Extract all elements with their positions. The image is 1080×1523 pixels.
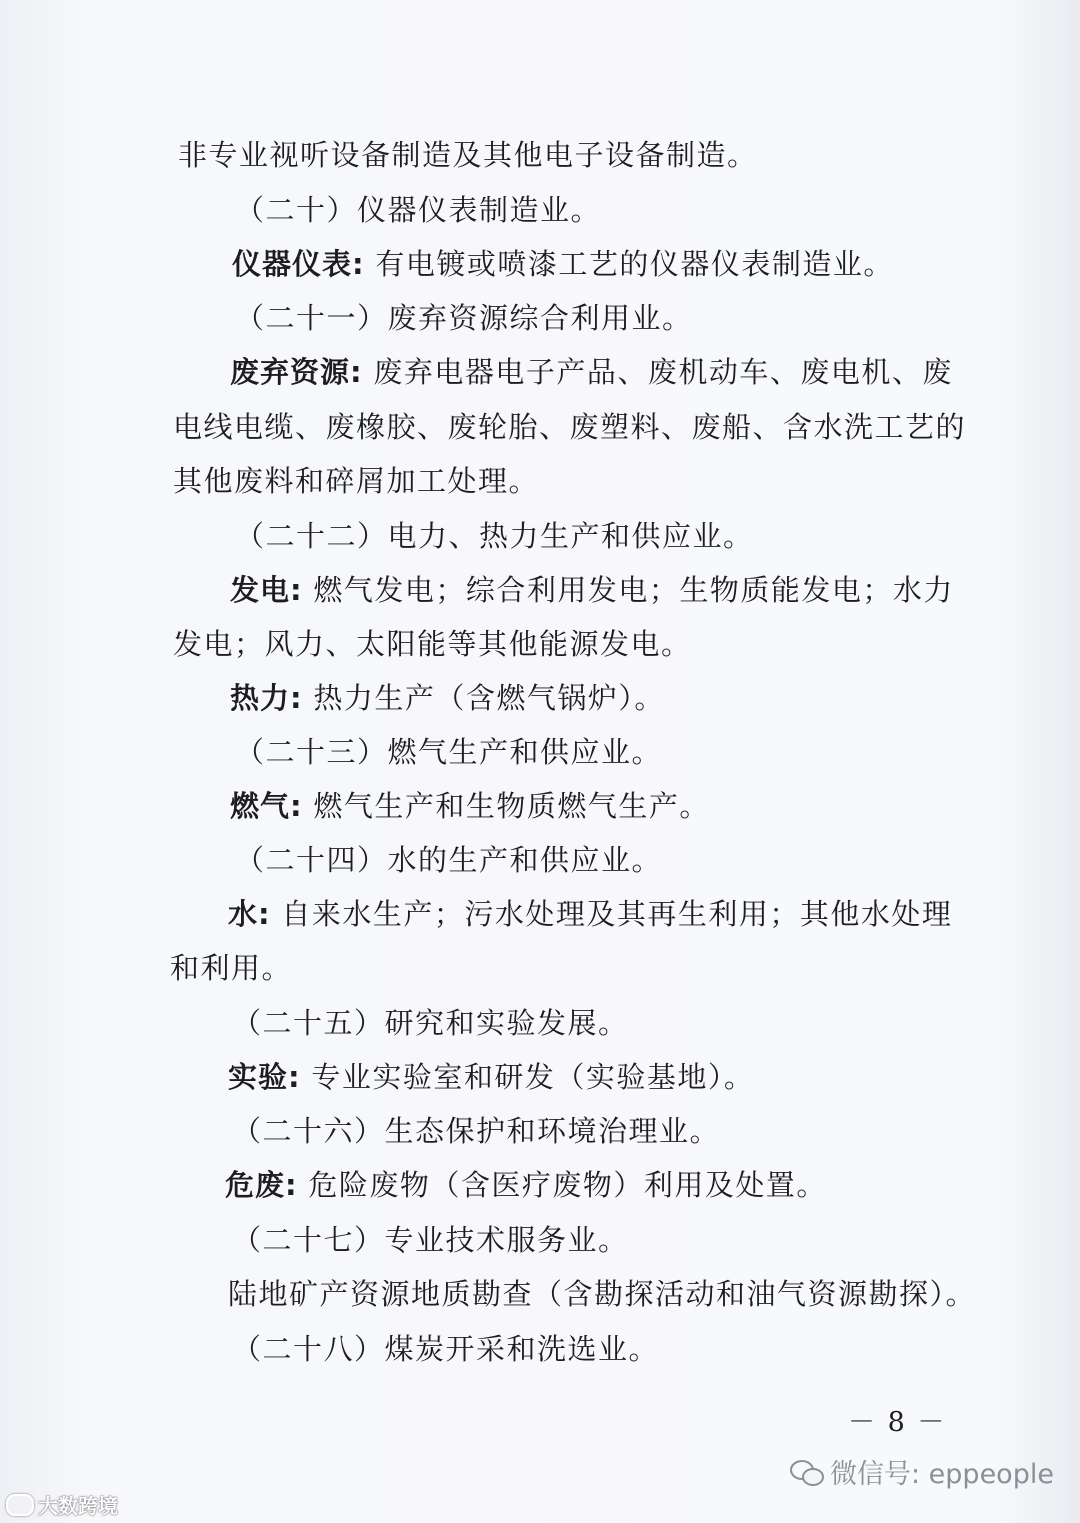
line-text: （二十二）电力、热力生产和供应业。 xyxy=(235,519,754,553)
logo-text: 大数跨境 xyxy=(38,1494,118,1518)
document-line xyxy=(178,135,758,175)
document-line xyxy=(232,1003,629,1043)
category-keyword: 发电: xyxy=(230,573,303,607)
category-keyword: 实验: xyxy=(228,1060,301,1094)
line-text: 自来水生产；污水处理及其再生利用；其他水处理 xyxy=(281,897,953,931)
document-line xyxy=(232,1111,720,1151)
line-text: 热力生产（含燃气锅炉）。 xyxy=(313,681,665,715)
document-line xyxy=(232,244,894,284)
document-line xyxy=(173,461,539,501)
document-line xyxy=(235,840,662,880)
line-text: （二十一）废弃资源综合利用业。 xyxy=(235,301,693,335)
line-text: （二十三）燃气生产和供应业。 xyxy=(235,735,663,769)
document-line xyxy=(230,352,953,392)
line-text: 和利用。 xyxy=(170,951,293,985)
category-keyword: 水: xyxy=(228,897,271,931)
page-number: － 8 － xyxy=(848,1407,947,1438)
line-text: （二十）仪器仪表制造业。 xyxy=(235,193,602,227)
category-keyword: 废弃资源: xyxy=(230,355,363,389)
line-text: （二十七）专业技术服务业。 xyxy=(232,1223,629,1257)
line-text: 专业实验室和研发（实验基地）。 xyxy=(311,1060,755,1094)
line-text: 非专业视听设备制造及其他电子设备制造。 xyxy=(178,138,758,172)
line-text: 危险废物（含医疗废物）利用及处置。 xyxy=(308,1168,827,1202)
category-keyword: 危废: xyxy=(225,1168,298,1202)
line-text: 有电镀或喷漆工艺的仪器仪表制造业。 xyxy=(375,247,894,281)
wechat-icon xyxy=(790,1458,824,1486)
line-text: （二十八）煤炭开采和洗选业。 xyxy=(232,1332,660,1366)
document-line xyxy=(232,1220,629,1260)
wechat-watermark xyxy=(790,1452,1054,1491)
document-line xyxy=(235,190,601,230)
document-line xyxy=(173,407,966,447)
document-line xyxy=(228,1274,976,1314)
document-line xyxy=(235,516,754,556)
logo-icon xyxy=(6,1494,34,1516)
document-line xyxy=(230,786,710,826)
document-line xyxy=(235,298,693,338)
category-keyword: 仪器仪表: xyxy=(232,247,365,281)
document-line xyxy=(235,732,662,772)
wechat-id-text: 微信号: eppeople xyxy=(830,1459,1054,1490)
brand-logo xyxy=(6,1490,118,1519)
line-text: 其他废料和碎屑加工处理。 xyxy=(173,464,540,498)
category-keyword: 燃气: xyxy=(230,789,303,823)
line-text: （二十四）水的生产和供应业。 xyxy=(235,843,663,877)
line-text: 发电；风力、太阳能等其他能源发电。 xyxy=(173,627,692,661)
document-line xyxy=(225,1165,827,1205)
line-text: （二十六）生态保护和环境治理业。 xyxy=(232,1114,721,1148)
line-text: 燃气发电；综合利用发电；生物质能发电；水力 xyxy=(313,573,954,607)
category-keyword: 热力: xyxy=(230,681,303,715)
line-text: 废弃电器电子产品、废机动车、废电机、废 xyxy=(373,355,953,389)
document-line xyxy=(228,1057,754,1097)
document-line xyxy=(173,624,692,664)
document-line xyxy=(230,678,665,718)
document-line xyxy=(170,948,292,988)
line-text: （二十五）研究和实验发展。 xyxy=(232,1006,629,1040)
document-line xyxy=(228,894,952,934)
document-line xyxy=(230,570,954,610)
line-text: 电线电缆、废橡胶、废轮胎、废塑料、废船、含水洗工艺的 xyxy=(173,410,967,444)
line-text: 陆地矿产资源地质勘查（含勘探活动和油气资源勘探）。 xyxy=(228,1277,977,1311)
document-line xyxy=(232,1329,659,1369)
line-text: 燃气生产和生物质燃气生产。 xyxy=(313,789,710,823)
